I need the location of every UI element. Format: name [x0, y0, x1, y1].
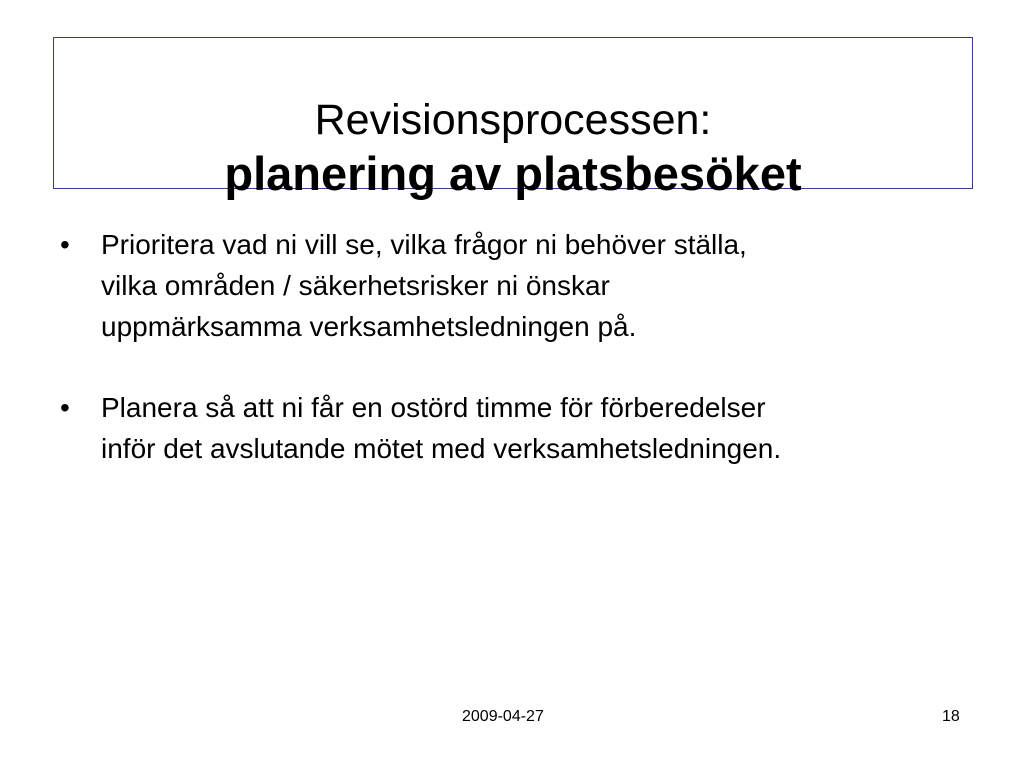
- bullet-line: Planera så att ni får en ostörd timme för förberedelser: [101, 392, 766, 423]
- title-main: Revisionsprocessen:: [314, 96, 712, 144]
- bullet-line: inför det avslutande mötet med verksamhetsledningen.: [101, 433, 782, 464]
- bullet-list: [58, 224, 958, 509]
- bullet-marker: •: [60, 229, 70, 260]
- bullet-line: uppmärksamma verksamhetsledningen på.: [101, 311, 637, 342]
- title-subtitle: planering av platsbesöket: [224, 147, 802, 200]
- footer-date: 2009-04-27: [462, 708, 544, 725]
- bullet-item: [58, 387, 958, 469]
- bullet-line: vilka områden / säkerhetsrisker ni önskar: [101, 270, 610, 301]
- bullet-marker: •: [60, 392, 70, 423]
- bullet-line: Prioritera vad ni vill se, vilka frågor ni behöver ställa,: [101, 229, 747, 260]
- slide-number: 18: [942, 708, 960, 725]
- bullet-item: [58, 224, 958, 347]
- title-box: [53, 37, 973, 200]
